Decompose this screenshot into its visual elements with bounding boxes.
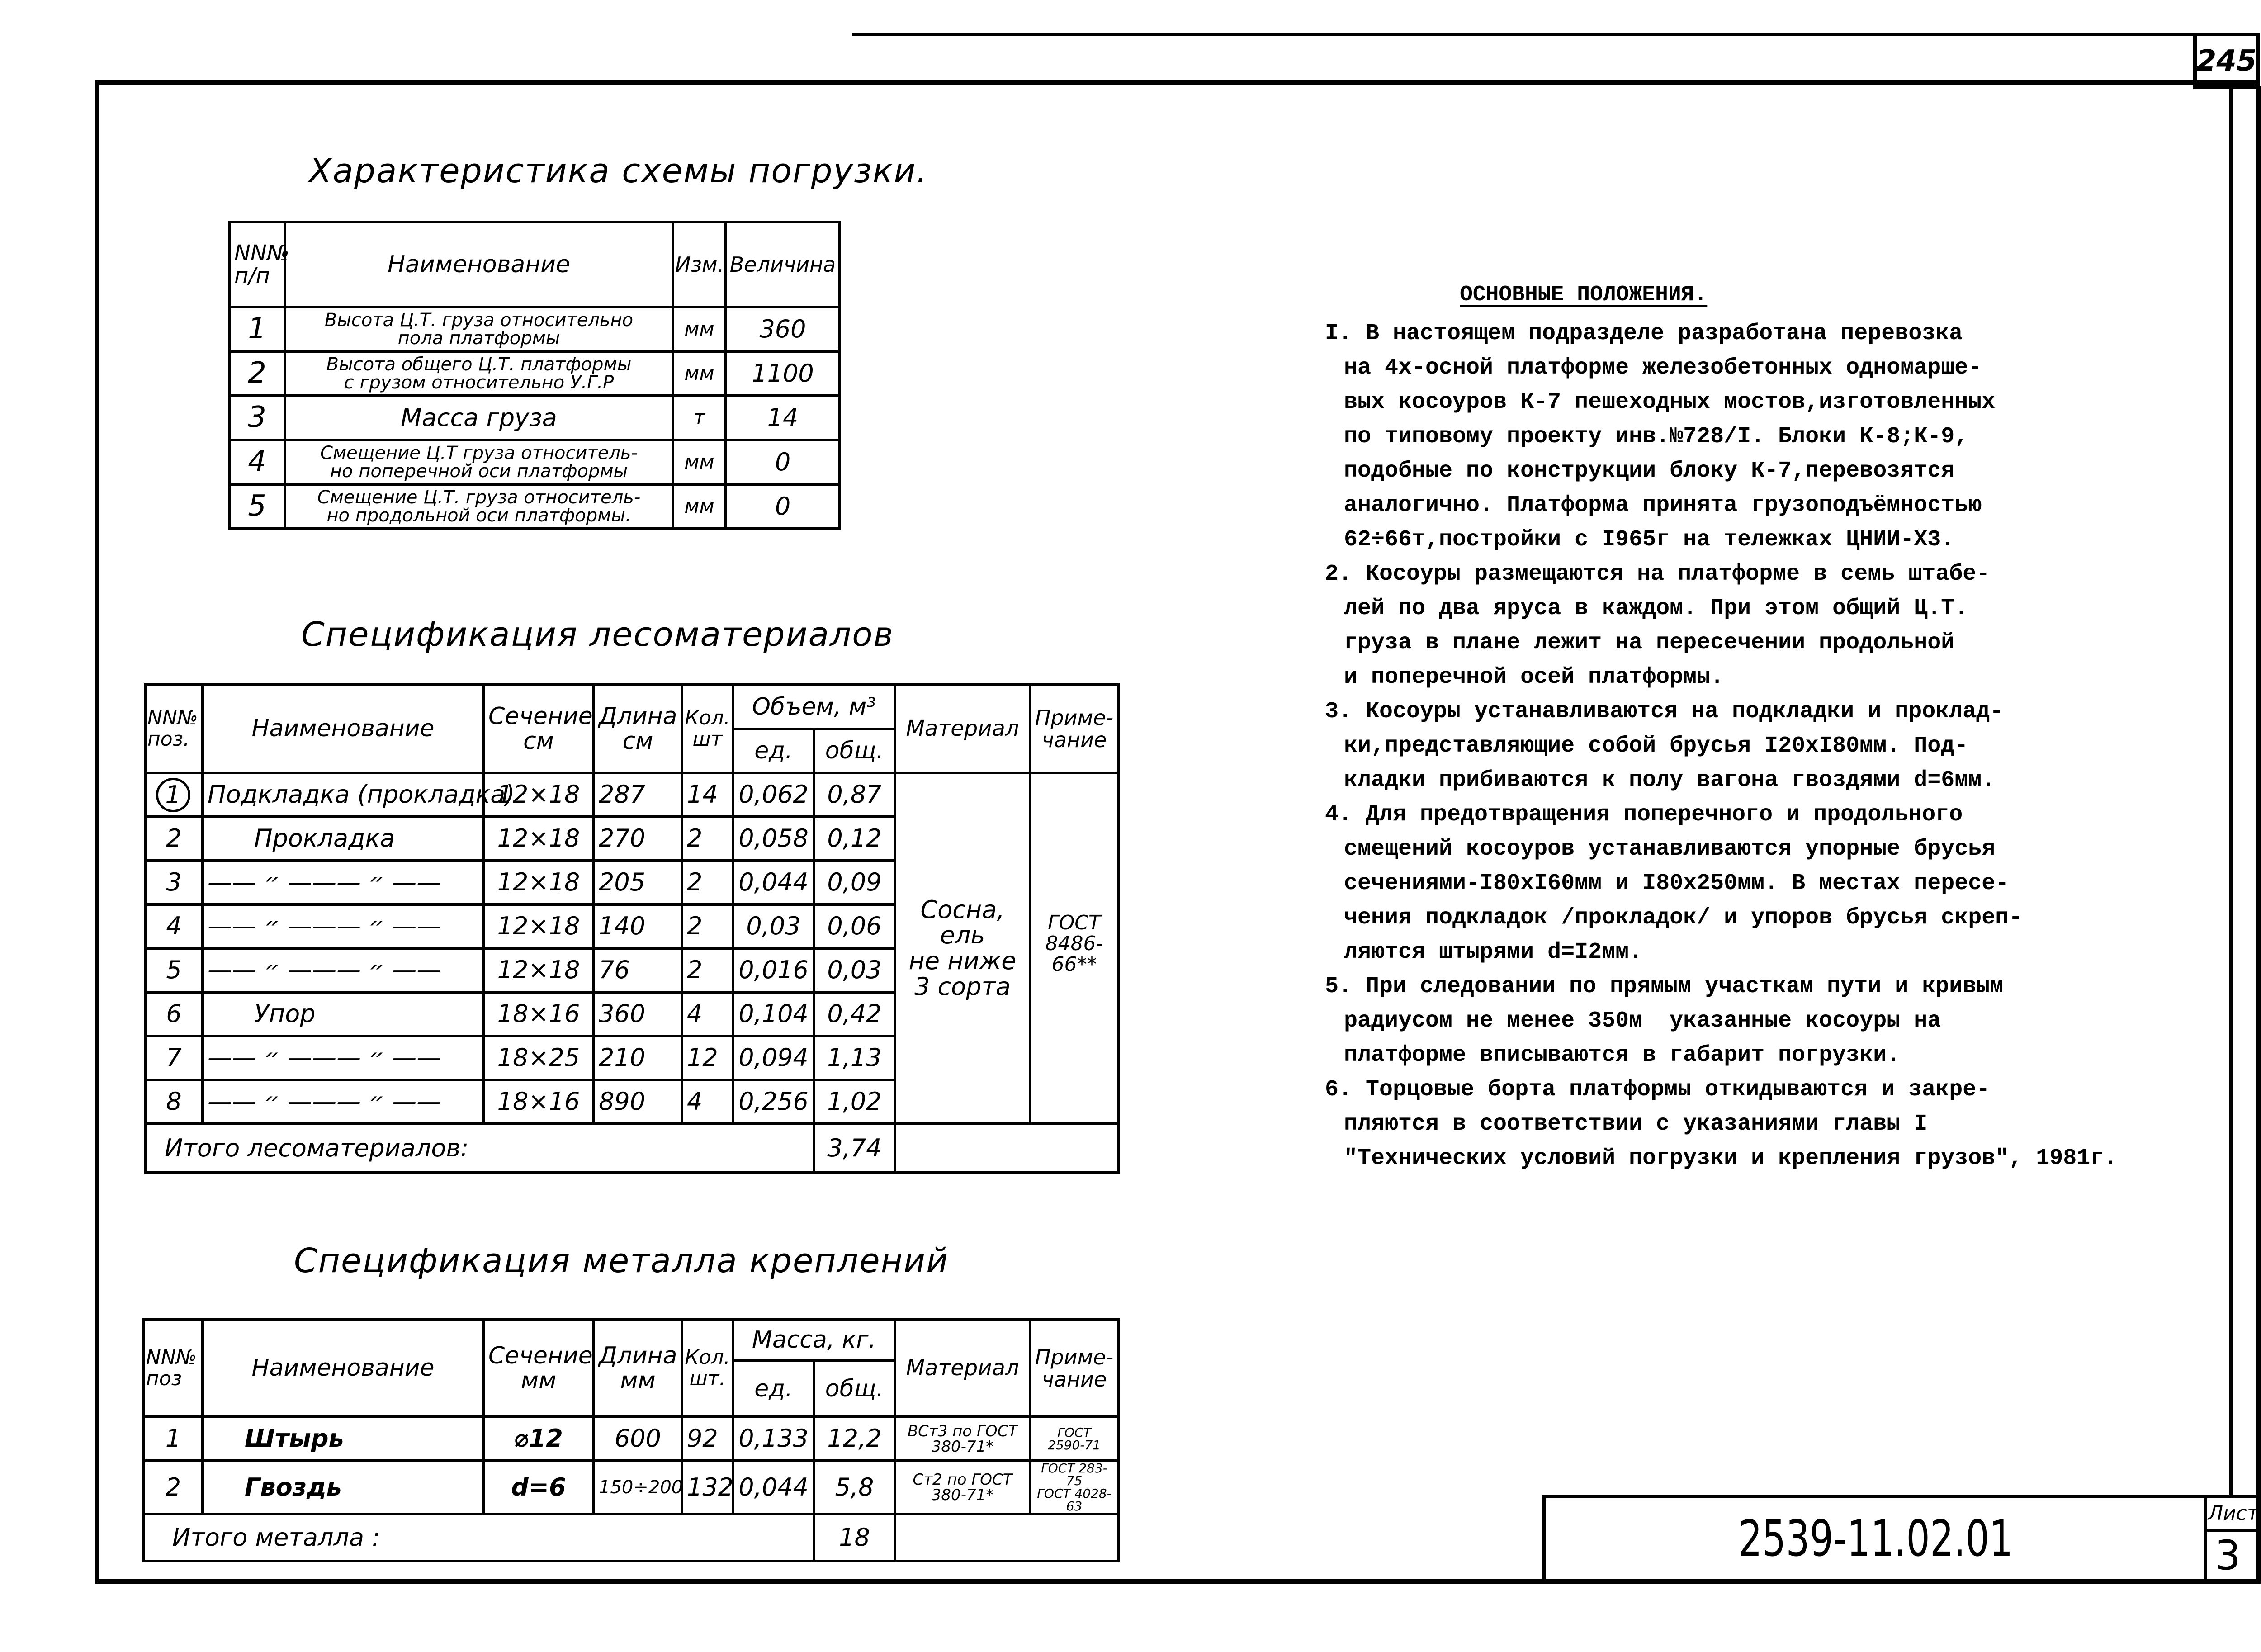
row-name: —— ״ ——— ״ —— <box>203 861 483 904</box>
notes-line: лей по два яруса в каждом. При этом общий Ц.Т. <box>1344 596 1968 621</box>
table-row <box>229 351 840 396</box>
row-length: 210 <box>594 1036 682 1080</box>
row-vol-unit: 0,058 <box>733 817 814 861</box>
row-name: Высота Ц.Т. груза относительно пола платформы <box>285 307 673 351</box>
header-unit: Изм. <box>673 222 726 307</box>
row-num <box>145 948 203 992</box>
row-unit: мм <box>673 307 726 351</box>
row-name: —— ״ ——— ״ —— <box>203 1036 483 1080</box>
row-unit: мм <box>673 351 726 396</box>
table-row <box>229 396 840 440</box>
notes-line: вых косоуров К-7 пешеходных мостов,изготовленных <box>1344 389 1996 415</box>
table2-title: Спецификация лесоматериалов <box>301 615 894 654</box>
material-text: Сосна, ель <box>920 895 1005 950</box>
row-section: 12×18 <box>483 861 594 904</box>
row-note: ГОСТ 283-75 ГОСТ 4028-63 <box>1030 1461 1118 1514</box>
row-length: 150÷200 <box>594 1461 682 1514</box>
row-length: 205 <box>594 861 682 904</box>
row-length: 600 <box>594 1417 682 1461</box>
row-vol-total: 0,12 <box>814 817 895 861</box>
total-value: 18 <box>814 1514 895 1561</box>
row-section: 18×16 <box>483 992 594 1036</box>
material-text: 3 сорта <box>914 972 1011 1001</box>
row-name: Штырь <box>203 1417 483 1461</box>
row-num <box>145 773 203 817</box>
header-name: Наименование <box>203 685 483 773</box>
header-mass: Масса, кг. <box>733 1320 895 1361</box>
row-num <box>145 817 203 861</box>
row-name: Прокладка <box>203 817 483 861</box>
row-length: 890 <box>594 1080 682 1124</box>
row-num <box>145 904 203 948</box>
row-vol-total: 0,06 <box>814 904 895 948</box>
row-mass-unit: 0,133 <box>733 1417 814 1461</box>
row-name: —— ״ ——— ״ —— <box>203 1080 483 1124</box>
header-num: NN№ п/п <box>229 222 285 307</box>
table-row <box>144 1417 1118 1461</box>
row-material: Ст2 по ГОСТ 380-71* <box>895 1461 1030 1514</box>
notes-line: по типовому проекту инв.№728/I. Блоки К-8;К-9, <box>1344 424 1968 450</box>
row-length: 270 <box>594 817 682 861</box>
notes-heading: ОСНОВНЫЕ ПОЛОЖЕНИЯ. <box>1460 283 1708 307</box>
timber-spec-table <box>144 683 1120 1174</box>
header-name: Наименование <box>285 222 673 307</box>
position-number: 1 <box>156 778 190 812</box>
table3-title: Спецификация металла креплений <box>294 1241 949 1280</box>
page-number: 245 <box>2196 44 2257 78</box>
row-qty: 2 <box>682 948 733 992</box>
header-name: Наименование <box>203 1320 483 1417</box>
notes-line: ляются штырями d=I2мм. <box>1344 939 1643 965</box>
frame-top <box>97 80 2260 85</box>
notes-line: 2. Косоуры размещаются на платформе в семь штабе- <box>1325 561 1990 587</box>
row-unit: мм <box>673 484 726 529</box>
position-number: 3 <box>166 868 182 897</box>
notes-line: платформе вписываются в габарит погрузки. <box>1344 1042 1901 1068</box>
total-blank <box>895 1124 1118 1173</box>
position-number: 6 <box>166 999 182 1028</box>
row-length: 287 <box>594 773 682 817</box>
notes-line: радиусом не менее 350м указанные косоуры на <box>1344 1008 1941 1034</box>
row-vol-total: 0,42 <box>814 992 895 1036</box>
row-qty: 92 <box>682 1417 733 1461</box>
row-section: 18×16 <box>483 1080 594 1124</box>
total-label: Итого лесоматериалов: <box>145 1124 814 1173</box>
row-qty: 2 <box>682 861 733 904</box>
row-num: 1 <box>144 1417 203 1461</box>
row-num <box>145 861 203 904</box>
notes-body <box>1325 317 2117 1176</box>
note-text: 8486-66** <box>1045 932 1103 976</box>
position-number: 8 <box>166 1087 182 1116</box>
row-num <box>145 992 203 1036</box>
notes-line: пляются в соответствии с указаниями главы I <box>1344 1111 1928 1137</box>
row-vol-total: 1,02 <box>814 1080 895 1124</box>
row-length: 140 <box>594 904 682 948</box>
row-mass-unit: 0,044 <box>733 1461 814 1514</box>
row-value: 0 <box>726 484 840 529</box>
row-mass-total: 5,8 <box>814 1461 895 1514</box>
row-length: 360 <box>594 992 682 1036</box>
note-text: ГОСТ <box>1048 911 1101 934</box>
header-material: Материал <box>895 685 1030 773</box>
row-num <box>145 1036 203 1080</box>
table-row <box>229 440 840 484</box>
row-name: Высота общего Ц.Т. платформы с грузом относительно У.Г.Р <box>285 351 673 396</box>
row-vol-unit: 0,256 <box>733 1080 814 1124</box>
table1-title: Характеристика схемы погрузки. <box>309 151 928 190</box>
header-length: Длина см <box>594 685 682 773</box>
notes-line: груза в плане лежит на пересечении продольной <box>1344 630 1955 656</box>
row-num <box>145 1080 203 1124</box>
sheet-number: 3 <box>2215 1532 2241 1579</box>
row-vol-total: 0,87 <box>814 773 895 817</box>
sheet-divider <box>2204 1498 2207 1579</box>
row-qty: 132 <box>682 1461 733 1514</box>
row-vol-unit: 0,104 <box>733 992 814 1036</box>
position-number: 2 <box>166 824 182 853</box>
header-qty: Кол. шт <box>682 685 733 773</box>
row-value: 1100 <box>726 351 840 396</box>
notes-line: чения подкладок /прокладок/ и упоров брусья скреп- <box>1344 905 2023 931</box>
sheet-label: Лист <box>2208 1502 2259 1525</box>
total-label: Итого металла : <box>144 1514 814 1561</box>
row-qty: 2 <box>682 904 733 948</box>
material-text: не ниже <box>908 947 1017 975</box>
row-length: 76 <box>594 948 682 992</box>
header-note: Приме- чание <box>1030 685 1118 773</box>
header-volume: Объем, м³ <box>733 685 895 729</box>
row-value: 14 <box>726 396 840 440</box>
row-section: 12×18 <box>483 817 594 861</box>
row-qty: 4 <box>682 992 733 1036</box>
header-mass-unit: ед. <box>733 1361 814 1417</box>
row-name: Масса груза <box>285 396 673 440</box>
notes-line: 6. Торцовые борта платформы откидываются и закре- <box>1325 1077 1990 1103</box>
row-section: ⌀12 <box>483 1417 594 1461</box>
document-code: 2539-11.02.01 <box>1738 1510 2013 1567</box>
position-number: 5 <box>166 956 182 985</box>
row-material: ВСт3 по ГОСТ 380-71* <box>895 1417 1030 1461</box>
notes-line: аналогично. Платформа принята грузоподъёмностью <box>1344 492 1982 518</box>
row-qty: 4 <box>682 1080 733 1124</box>
row-qty: 14 <box>682 773 733 817</box>
notes-line: 5. При следовании по прямым участкам пути и кривым <box>1325 974 2004 999</box>
row-name: Смещение Ц.Т. груза относитель- но продольной оси платформы. <box>285 484 673 529</box>
header-num: NN№ поз. <box>145 685 203 773</box>
frame-left <box>95 80 99 1583</box>
position-number: 7 <box>166 1043 182 1072</box>
total-row <box>145 1124 1118 1173</box>
table-row <box>145 773 1118 817</box>
table-row <box>144 1461 1118 1514</box>
row-name: —— ״ ——— ״ —— <box>203 948 483 992</box>
row-name: Упор <box>203 992 483 1036</box>
material-cell <box>895 773 1030 1124</box>
header-vol-total: общ. <box>814 729 895 773</box>
notes-line: I. В настоящем подразделе разработана перевозка <box>1325 321 1963 346</box>
row-num: 2 <box>229 351 285 396</box>
row-mass-total: 12,2 <box>814 1417 895 1461</box>
row-name: Гвоздь <box>203 1461 483 1514</box>
row-section: 12×18 <box>483 773 594 817</box>
table-row <box>229 484 840 529</box>
header-mass-total: общ. <box>814 1361 895 1417</box>
frame-right-outer <box>2256 86 2261 1584</box>
header-note: Приме- чание <box>1030 1320 1118 1417</box>
row-qty: 12 <box>682 1036 733 1080</box>
row-section: 12×18 <box>483 904 594 948</box>
title-block <box>1542 1495 2261 1583</box>
row-num: 4 <box>229 440 285 484</box>
row-section: 18×25 <box>483 1036 594 1080</box>
row-name: —— ״ ——— ״ —— <box>203 904 483 948</box>
top-rule <box>852 33 2260 36</box>
header-num: NN№ поз <box>144 1320 203 1417</box>
table-row <box>229 307 840 351</box>
row-note: ГОСТ 2590-71 <box>1030 1417 1118 1461</box>
load-scheme-table <box>228 221 841 530</box>
row-section: d=6 <box>483 1461 594 1514</box>
row-vol-total: 0,09 <box>814 861 895 904</box>
total-row <box>144 1514 1118 1561</box>
row-unit: т <box>673 396 726 440</box>
notes-line: ки,представляющие собой брусья I20xI80мм. Под- <box>1344 733 1968 759</box>
row-value: 360 <box>726 307 840 351</box>
notes-line: на 4х-осной платформе железобетонных одномарше- <box>1344 355 1982 381</box>
row-vol-unit: 0,094 <box>733 1036 814 1080</box>
row-unit: мм <box>673 440 726 484</box>
notes-line: 4. Для предотвращения поперечного и продольного <box>1325 802 1963 828</box>
header-section: Сечение мм <box>483 1320 594 1417</box>
total-value: 3,74 <box>814 1124 895 1173</box>
row-num: 2 <box>144 1461 203 1514</box>
notes-line: кладки прибиваются к полу вагона гвоздями d=6мм. <box>1344 767 1996 793</box>
row-num: 1 <box>229 307 285 351</box>
frame-right-inner <box>2229 86 2233 1497</box>
row-num: 5 <box>229 484 285 529</box>
notes-line: смещений косоуров устанавливаются упорные брусья <box>1344 836 1996 862</box>
position-number: 4 <box>166 912 182 941</box>
metal-spec-table <box>142 1318 1120 1562</box>
header-material: Материал <box>895 1320 1030 1417</box>
header-vol-unit: ед. <box>733 729 814 773</box>
note-cell <box>1030 773 1118 1124</box>
row-vol-unit: 0,03 <box>733 904 814 948</box>
row-vol-unit: 0,044 <box>733 861 814 904</box>
row-section: 12×18 <box>483 948 594 992</box>
row-vol-total: 0,03 <box>814 948 895 992</box>
header-value: Величина <box>726 222 840 307</box>
header-section: Сечение см <box>483 685 594 773</box>
row-value: 0 <box>726 440 840 484</box>
notes-line: подобные по конструкции блоку К-7,перевозятся <box>1344 458 1955 484</box>
notes-line: сечениями-I80xI60мм и I80x250мм. В местах пересе- <box>1344 871 2009 896</box>
header-qty: Кол. шт. <box>682 1320 733 1417</box>
total-blank <box>895 1514 1118 1561</box>
notes-line: и поперечной осей платформы. <box>1344 664 1724 690</box>
row-qty: 2 <box>682 817 733 861</box>
notes-line: 3. Косоуры устанавливаются на подкладки и проклад- <box>1325 699 2004 724</box>
row-vol-unit: 0,016 <box>733 948 814 992</box>
row-num: 3 <box>229 396 285 440</box>
row-name: Подкладка (прокладка) <box>203 773 483 817</box>
notes-line: 62÷66т,постройки с I965г на тележках ЦНИИ-Х3. <box>1344 527 1955 553</box>
row-vol-total: 1,13 <box>814 1036 895 1080</box>
row-vol-unit: 0,062 <box>733 773 814 817</box>
notes-line: "Технических условий погрузки и крепления грузов", 1981г. <box>1344 1146 2118 1171</box>
row-name: Смещение Ц.Т груза относитель- но поперечной оси платформы <box>285 440 673 484</box>
header-length: Длина мм <box>594 1320 682 1417</box>
